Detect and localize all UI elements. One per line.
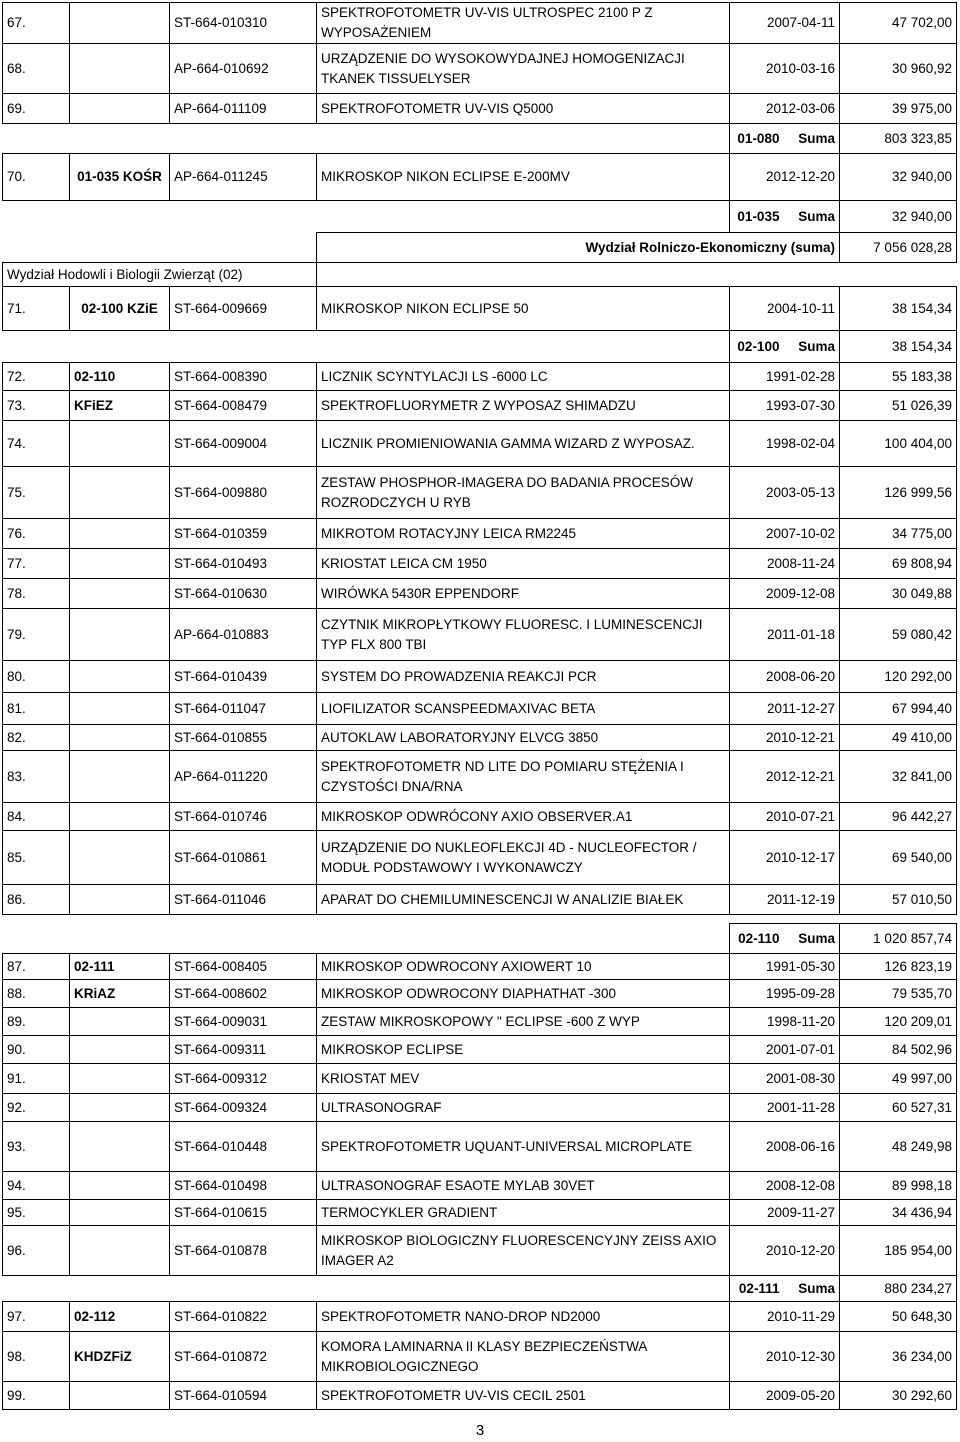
value: 100 404,00 (840, 421, 957, 467)
value: 67 994,40 (840, 693, 957, 725)
row-number: 90. (3, 1036, 70, 1064)
row-number: 95. (3, 1200, 70, 1226)
item-name: KRIOSTAT LEICA CM 1950 (317, 549, 730, 579)
table-row (3, 1226, 957, 1276)
value: 30 049,88 (840, 579, 957, 609)
date: 2011-12-19 (730, 885, 840, 915)
value: 96 442,27 (840, 803, 957, 831)
item-name: LICZNIK PROMIENIOWANIA GAMMA WIZARD Z WYPOSAZ. (317, 421, 730, 467)
sum-label (730, 124, 840, 154)
date: 2010-07-21 (730, 803, 840, 831)
value: 79 535,70 (840, 980, 957, 1008)
row-number: 77. (3, 549, 70, 579)
sum-row (3, 1276, 957, 1302)
unit-cell (70, 725, 170, 751)
inventory-number: ST-664-010615 (170, 1200, 317, 1226)
inventory-number: AP-664-010883 (170, 609, 317, 661)
unit-cell (70, 831, 170, 885)
row-number: 93. (3, 1122, 70, 1172)
row-number: 82. (3, 725, 70, 751)
item-name: AUTOKLAW LABORATORYJNY ELVCG 3850 (317, 725, 730, 751)
unit-cell (70, 579, 170, 609)
row-number: 71. (3, 287, 70, 331)
row-number: 98. (3, 1332, 70, 1382)
item-name: TERMOCYKLER GRADIENT (317, 1200, 730, 1226)
inventory-number: ST-664-010630 (170, 579, 317, 609)
inventory-number: ST-664-010594 (170, 1382, 317, 1410)
item-name: KRIOSTAT MEV (317, 1064, 730, 1094)
inventory-number: ST-664-010872 (170, 1332, 317, 1382)
table-row (3, 661, 957, 693)
item-name: SPEKTROFLUORYMETR Z WYPOSAZ SHIMADZU (317, 391, 730, 421)
sum-code: 01-080 (737, 130, 780, 146)
item-name: SPEKTROFOTOMETR NANO-DROP ND2000 (317, 1302, 730, 1332)
date: 1993-07-30 (730, 391, 840, 421)
item-name: KOMORA LAMINARNA II KLASY BEZPIECZEŃSTWA MIKROBIOLOGICZNEGO (317, 1332, 730, 1382)
date: 2001-07-01 (730, 1036, 840, 1064)
date: 2010-12-21 (730, 725, 840, 751)
item-name: SPEKTROFOTOMETR ND LITE DO POMIARU STĘŻENIA I CZYSTOŚCI DNA/RNA (317, 751, 730, 803)
table-row (3, 287, 957, 331)
unit-cell (70, 549, 170, 579)
value: 120 292,00 (840, 661, 957, 693)
date: 2008-06-20 (730, 661, 840, 693)
date: 2010-12-17 (730, 831, 840, 885)
item-name: LIOFILIZATOR SCANSPEEDMAXIVAC BETA (317, 693, 730, 725)
unit-cell (70, 693, 170, 725)
item-name: SPEKTROFOTOMETR UV-VIS ULTROSPEC 2100 P Z WYPOSAŻENIEM (317, 3, 730, 44)
date: 2010-03-16 (730, 44, 840, 94)
date: 1998-11-20 (730, 1008, 840, 1036)
unit-cell (70, 519, 170, 549)
inventory-number: AP-664-011220 (170, 751, 317, 803)
table-row (3, 44, 957, 94)
table-row (3, 1008, 957, 1036)
unit-cell: 02-112 (70, 1302, 170, 1332)
table-row (3, 693, 957, 725)
sum-label (730, 201, 840, 233)
inventory-number: ST-664-010493 (170, 549, 317, 579)
table-row (3, 885, 957, 915)
value: 69 808,94 (840, 549, 957, 579)
value: 32 940,00 (840, 154, 957, 201)
inventory-number: ST-664-008390 (170, 363, 317, 391)
inventory-number: ST-664-009031 (170, 1008, 317, 1036)
inventory-number: AP-664-010692 (170, 44, 317, 94)
table-row (3, 1302, 957, 1332)
row-number: 91. (3, 1064, 70, 1094)
item-name: MIKROSKOP NIKON ECLIPSE 50 (317, 287, 730, 331)
sum-word: Suma (798, 1280, 835, 1296)
value: 89 998,18 (840, 1172, 957, 1200)
item-name: SPEKTROFOTOMETR UV-VIS CECIL 2501 (317, 1382, 730, 1410)
table-row (3, 1122, 957, 1172)
date: 2011-01-18 (730, 609, 840, 661)
table-row (3, 94, 957, 124)
table-row (3, 725, 957, 751)
sum-code: 02-100 (737, 338, 780, 354)
sum-label (730, 1276, 840, 1302)
value: 50 648,30 (840, 1302, 957, 1332)
sum-value: 32 940,00 (840, 201, 957, 233)
inventory-number: ST-664-009324 (170, 1094, 317, 1122)
item-name: CZYTNIK MIKROPŁYTKOWY FLUORESC. I LUMINESCENCJI TYP FLX 800 TBI (317, 609, 730, 661)
inventory-number: ST-664-010498 (170, 1172, 317, 1200)
value: 185 954,00 (840, 1226, 957, 1276)
date: 2008-12-08 (730, 1172, 840, 1200)
table-row (3, 1332, 957, 1382)
date: 2010-12-30 (730, 1332, 840, 1382)
inventory-number: ST-664-010746 (170, 803, 317, 831)
unit-cell (70, 1200, 170, 1226)
date: 2012-12-21 (730, 751, 840, 803)
row-number: 74. (3, 421, 70, 467)
unit-cell (70, 1094, 170, 1122)
item-name: URZĄDZENIE DO NUKLEOFLEKCJI 4D - NUCLEOFECTOR / MODUŁ PODSTAWOWY I WYKONAWCZY (317, 831, 730, 885)
sum-word: Suma (798, 930, 835, 946)
sum-code: 02-110 (738, 930, 780, 946)
unit-cell: KFiEZ (70, 391, 170, 421)
date: 1998-02-04 (730, 421, 840, 467)
unit-cell (70, 661, 170, 693)
table-row (3, 803, 957, 831)
sum-label (730, 331, 840, 363)
date: 2007-10-02 (730, 519, 840, 549)
value: 55 183,38 (840, 363, 957, 391)
unit-cell: 02-100 KZiE (70, 287, 170, 331)
unit-cell: KRiAZ (70, 980, 170, 1008)
value: 48 249,98 (840, 1122, 957, 1172)
inventory-table (2, 2, 957, 1410)
inventory-number: ST-664-010861 (170, 831, 317, 885)
row-number: 85. (3, 831, 70, 885)
item-name: MIKROSKOP ODWRÓCONY AXIO OBSERVER.A1 (317, 803, 730, 831)
table-row (3, 1172, 957, 1200)
date: 2010-12-20 (730, 1226, 840, 1276)
table-row (3, 1064, 957, 1094)
value: 120 209,01 (840, 1008, 957, 1036)
item-name: WIRÓWKA 5430R EPPENDORF (317, 579, 730, 609)
sum-row (3, 201, 957, 233)
table-row (3, 980, 957, 1008)
table-row (3, 549, 957, 579)
unit-cell (70, 1008, 170, 1036)
row-number: 89. (3, 1008, 70, 1036)
table-row (3, 467, 957, 519)
date: 2009-11-27 (730, 1200, 840, 1226)
item-name: MIKROSKOP ODWROCONY DIAPHATHAT -300 (317, 980, 730, 1008)
value: 49 997,00 (840, 1064, 957, 1094)
value: 36 234,00 (840, 1332, 957, 1382)
date: 2007-04-11 (730, 3, 840, 44)
date: 2012-03-06 (730, 94, 840, 124)
row-number: 79. (3, 609, 70, 661)
unit-cell (70, 609, 170, 661)
sum-value: 38 154,34 (840, 331, 957, 363)
unit-cell (70, 1064, 170, 1094)
inventory-number: ST-664-010878 (170, 1226, 317, 1276)
row-number: 96. (3, 1226, 70, 1276)
date: 1991-05-30 (730, 954, 840, 980)
inventory-number: ST-664-009312 (170, 1064, 317, 1094)
value: 126 999,56 (840, 467, 957, 519)
value: 32 841,00 (840, 751, 957, 803)
inventory-number: ST-664-009669 (170, 287, 317, 331)
inventory-number: ST-664-009004 (170, 421, 317, 467)
item-name: SYSTEM DO PROWADZENIA REAKCJI PCR (317, 661, 730, 693)
item-name: ULTRASONOGRAF (317, 1094, 730, 1122)
date: 2004-10-11 (730, 287, 840, 331)
date: 2012-12-20 (730, 154, 840, 201)
row-number: 92. (3, 1094, 70, 1122)
unit-cell (70, 44, 170, 94)
row-number: 99. (3, 1382, 70, 1410)
value: 38 154,34 (840, 287, 957, 331)
inventory-number: ST-664-010359 (170, 519, 317, 549)
item-name: SPEKTROFOTOMETR UQUANT-UNIVERSAL MICROPLATE (317, 1122, 730, 1172)
row-number: 81. (3, 693, 70, 725)
date: 2001-08-30 (730, 1064, 840, 1094)
item-name: MIKROSKOP BIOLOGICZNY FLUORESCENCYJNY ZEISS AXIO IMAGER A2 (317, 1226, 730, 1276)
value: 30 292,60 (840, 1382, 957, 1410)
table-row (3, 391, 957, 421)
table-row (3, 751, 957, 803)
sum-code: 01-035 (737, 208, 780, 224)
row-number: 97. (3, 1302, 70, 1332)
row-number: 88. (3, 980, 70, 1008)
row-number: 69. (3, 94, 70, 124)
row-number: 86. (3, 885, 70, 915)
row-number: 94. (3, 1172, 70, 1200)
faculty-sum-value: 7 056 028,28 (840, 233, 957, 263)
faculty-heading: Wydział Hodowli i Biologii Zwierząt (02) (3, 263, 317, 287)
inventory-number: ST-664-010822 (170, 1302, 317, 1332)
inventory-number: AP-664-011245 (170, 154, 317, 201)
row-number: 67. (3, 3, 70, 44)
sum-value: 880 234,27 (840, 1276, 957, 1302)
table-row (3, 519, 957, 549)
unit-cell (70, 803, 170, 831)
row-number: 80. (3, 661, 70, 693)
inventory-number: ST-664-010439 (170, 661, 317, 693)
item-name: ZESTAW MIKROSKOPOWY " ECLIPSE -600 Z WYP (317, 1008, 730, 1036)
unit-cell (70, 94, 170, 124)
unit-cell (70, 1382, 170, 1410)
inventory-number: ST-664-011047 (170, 693, 317, 725)
unit-cell (70, 3, 170, 44)
sum-value: 803 323,85 (840, 124, 957, 154)
value: 30 960,92 (840, 44, 957, 94)
item-name: LICZNIK SCYNTYLACJI LS -6000 LC (317, 363, 730, 391)
item-name: URZĄDZENIE DO WYSOKOWYDAJNEJ HOMOGENIZACJI TKANEK TISSUELYSER (317, 44, 730, 94)
date: 2008-06-16 (730, 1122, 840, 1172)
inventory-number: AP-664-011109 (170, 94, 317, 124)
value: 39 975,00 (840, 94, 957, 124)
table-row (3, 831, 957, 885)
item-name: ULTRASONOGRAF ESAOTE MYLAB 30VET (317, 1172, 730, 1200)
date: 2008-11-24 (730, 549, 840, 579)
value: 60 527,31 (840, 1094, 957, 1122)
date: 2003-05-13 (730, 467, 840, 519)
table-row (3, 609, 957, 661)
table-row (3, 3, 957, 44)
unit-cell (70, 467, 170, 519)
unit-cell (70, 421, 170, 467)
faculty-sum-label: Wydział Rolniczo-Ekonomiczny (suma) (317, 233, 840, 263)
page-number: 3 (475, 1422, 485, 1439)
inventory-number: ST-664-009880 (170, 467, 317, 519)
row-number: 68. (3, 44, 70, 94)
unit-cell (70, 751, 170, 803)
unit-cell (70, 1172, 170, 1200)
item-name: MIKROTOM ROTACYJNY LEICA RM2245 (317, 519, 730, 549)
value: 49 410,00 (840, 725, 957, 751)
value: 57 010,50 (840, 885, 957, 915)
row-number: 83. (3, 751, 70, 803)
unit-cell: 01-035 KOŚR (70, 154, 170, 201)
item-name: SPEKTROFOTOMETR UV-VIS Q5000 (317, 94, 730, 124)
row-number: 84. (3, 803, 70, 831)
date: 2001-11-28 (730, 1094, 840, 1122)
unit-cell: KHDZFiZ (70, 1332, 170, 1382)
inventory-number: ST-664-010448 (170, 1122, 317, 1172)
row-number: 75. (3, 467, 70, 519)
row-number: 87. (3, 954, 70, 980)
row-number: 73. (3, 391, 70, 421)
unit-cell: 02-111 (70, 954, 170, 980)
date: 2010-11-29 (730, 1302, 840, 1332)
row-number: 72. (3, 363, 70, 391)
row-number: 70. (3, 154, 70, 201)
table-row (3, 154, 957, 201)
value: 47 702,00 (840, 3, 957, 44)
unit-cell (70, 1226, 170, 1276)
table-row (3, 421, 957, 467)
table-row (3, 1200, 957, 1226)
sum-row (3, 124, 957, 154)
value: 34 775,00 (840, 519, 957, 549)
sum-value: 1 020 857,74 (840, 924, 957, 954)
faculty-heading-row (3, 263, 957, 287)
row-number: 78. (3, 579, 70, 609)
value: 126 823,19 (840, 954, 957, 980)
item-name: APARAT DO CHEMILUMINESCENCJI W ANALIZIE BIAŁEK (317, 885, 730, 915)
item-name: MIKROSKOP NIKON ECLIPSE E-200MV (317, 154, 730, 201)
inventory-number: ST-664-008405 (170, 954, 317, 980)
inventory-number: ST-664-008479 (170, 391, 317, 421)
table-row (3, 954, 957, 980)
value: 34 436,94 (840, 1200, 957, 1226)
value: 84 502,96 (840, 1036, 957, 1064)
unit-cell (70, 885, 170, 915)
table-row (3, 1094, 957, 1122)
item-name: MIKROSKOP ECLIPSE (317, 1036, 730, 1064)
date: 2011-12-27 (730, 693, 840, 725)
sum-word: Suma (798, 338, 835, 354)
value: 51 026,39 (840, 391, 957, 421)
value: 69 540,00 (840, 831, 957, 885)
inventory-number: ST-664-009311 (170, 1036, 317, 1064)
table-row (3, 1036, 957, 1064)
date: 2009-05-20 (730, 1382, 840, 1410)
table-row (3, 363, 957, 391)
inventory-number: ST-664-011046 (170, 885, 317, 915)
faculty-sum-row (3, 233, 957, 263)
row-number: 76. (3, 519, 70, 549)
sum-label (730, 924, 840, 954)
table-row (3, 1382, 957, 1410)
inventory-number: ST-664-008602 (170, 980, 317, 1008)
sum-word: Suma (798, 208, 835, 224)
sum-code: 02-111 (738, 1280, 780, 1296)
unit-cell: 02-110 (70, 363, 170, 391)
value: 59 080,42 (840, 609, 957, 661)
date: 1991-02-28 (730, 363, 840, 391)
unit-cell (70, 1036, 170, 1064)
item-name: ZESTAW PHOSPHOR-IMAGERA DO BADANIA PROCESÓW ROZRODCZYCH U RYB (317, 467, 730, 519)
item-name: MIKROSKOP ODWROCONY AXIOWERT 10 (317, 954, 730, 980)
sum-row (3, 924, 957, 954)
inventory-number: ST-664-010855 (170, 725, 317, 751)
sum-row (3, 331, 957, 363)
inventory-number: ST-664-010310 (170, 3, 317, 44)
sum-word: Suma (798, 130, 835, 146)
date: 1995-09-28 (730, 980, 840, 1008)
date: 2009-12-08 (730, 579, 840, 609)
unit-cell (70, 1122, 170, 1172)
table-row (3, 579, 957, 609)
